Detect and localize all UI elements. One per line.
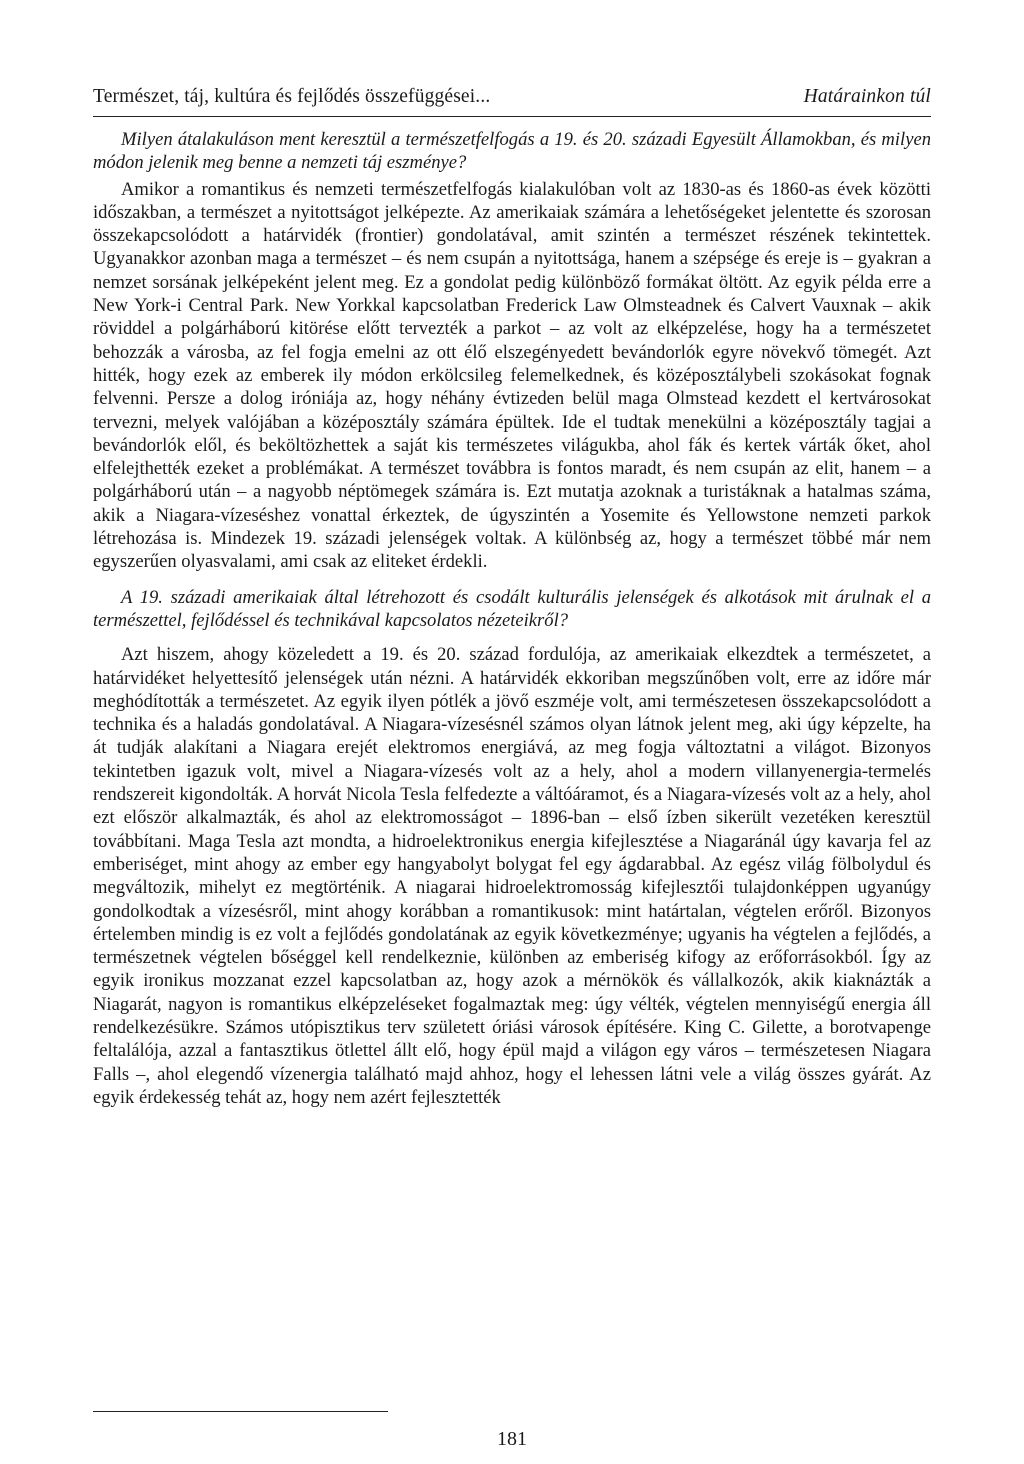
interview-answer-2: Azt hiszem, ahogy közeledett a 19. és 20. század fordulója, az amerikaiak elkezdtek a természetet, a határvidéket helyettesítő jelenségek után nézni. A határvidék ekkoriban megszűnőben volt, erre az időre már meghódították a természetet. Az egyik ilyen pótlék a jövő eszméje volt, ami természetesen összekapcsolódott a technika és a haladás gondolatával. A Niagara-vízesésnél számos olyan látnok jelent meg, aki úgy képzelte, ha át tudják alakítani a Niagara erejét elektromos energiává, az meg fogja változtatni a világot. Bizonyos tekintetben igazuk volt, mivel a Niagara-vízesés volt az a hely, ahol a modern villanyenergia-termelés rendszereit kigondolták. A horvát Nicola Tesla felfedezte a váltóáramot, és a Niagara-vízesés volt az a hely, ahol ezt először alkalmazták, és ahol az elektromosságot – 1896-ban – első ízben sikerült vezetéken keresztül továbbítani. Maga Tesla azt mondta, a hidroelektronikus energia kifejlesztése a Niagaránál úgy kavarja fel az emberiséget, mint ahogy az ember egy hangyabolyt bolygat fel egy ágdarabbal. Az egész világ fölbolydul és megváltozik, mihelyt ez megtörténik. A niagarai hidroelektromosság kifejlesztői tulajdonképpen ugyanúgy gondolkodtak a vízesésről, mint ahogy korábban a romantikusok: mint határtalan, végtelen erőről. Bizonyos értelemben mindig is ez volt a fejlődés gondolatának az egyik következménye; ugyanis ha végtelen a fejlődés, a természetnek végtelen bőséggel kell rendelkeznie, különben az emberiség kifogy az erőforrásokból. Így az egyik ironikus mozzanat ezzel kapcsolatban az, hogy azok a mérnökök és vállalkozók, akik kiaknázták a Niagarát, nagyon is romantikus elképzeléseket fogalmaztak meg: úgy vélték, végtelen mennyiségű energia áll rendelkezésükre. Számos utópisztikus terv született óriási városok építésére. King C. Gilette, a borotvapenge feltalálója, azzal a fantasztikus ötlettel állt elő, hogy épül majd a világon egy város – természetesen Niagara Falls –, ahol elegendő vízenergia található majd ahhoz, hogy el lehessen látni vele a világ összes gyárát. Az egyik érdekesség tehát az, hogy nem azért fejlesztették <box>93 644 931 1108</box>
footnote-divider <box>93 1411 388 1412</box>
interview-question-2: A 19. századi amerikaiak által létrehozott és csodált kulturális jelenségek és alkotások mit árulnak el a természettel, fejlődéssel és technikával kapcsolatos nézeteikről? <box>93 586 931 631</box>
running-header <box>93 86 931 108</box>
header-section: Határainkon túl <box>803 86 931 107</box>
article-body <box>93 128 931 1109</box>
interview-question-1: Milyen átalakuláson ment keresztül a természetfelfogás a 19. és 20. századi Egyesült Államokban, és milyen módon jelenik meg benne a nemzeti táj eszménye? <box>93 129 931 174</box>
interview-answer-1: Amikor a romantikus és nemzeti természetfelfogás kialakulóban volt az 1830-as és 1860-as évek közötti időszakban, a természet a nyitottságot jelképezte. Az amerikaiak számára a lehetőségeket jelentette és szorosan összekapcsolódott a határvidék (frontier) gondolatával, amit szintén a természet részének tekintettek. Ugyanakkor azonban maga a természet – és nem csupán a nyitottsága, hanem a szépsége és ereje is – gyakran a nemzet sorsának jelképeként jelent meg. Ez a gondolat pedig különböző formákat öltött. Az egyik példa erre a New York-i Central Park. New Yorkkal kapcsolatban Frederick Law Olmsteadnek és Calvert Vauxnak – akik röviddel a polgárháború kitörése előtt tervezték a parkot – az volt az elképzelése, hogy ha a természetet behozzák a városba, az fel fogja emelni az ott élő elszegényedett bevándorlók egyre növekvő tömegét. Azt hitték, hogy ezek az emberek ily módon erkölcsileg felemelkednek, és középosztálybeli szokásokat fognak felvenni. Persze a dolog iróniája az, hogy néhány évtizeden belül maga Olmstead kezdett el kertvárosokat tervezni, melyek valójában a középosztály számára épültek. Ide el tudtak menekülni a középosztály tagjai a bevándorlók elől, és beköltözhettek a saját kis természetes világukba, ahol fák és kertek várták őket, ahol elfelejthették ezeket a problémákat. A természet továbbra is fontos maradt, és nem csupán az elit, hanem – a polgárháború után – a nagyobb néptömegek számára is. Ezt mutatja azoknak a turistáknak a hatalmas száma, akik a Niagara-vízeséshez vonattal érkeztek, de úgyszintén a Yosemite és Yellowstone nemzeti parkok létrehozása is. Mindezek 19. századi jelenségek voltak. A különbség az, hogy a természet többé már nem egyszerűen olyasvalami, ami csak az eliteket érdekli. <box>93 178 931 573</box>
page-number: 181 <box>497 1428 527 1450</box>
header-title: Természet, táj, kultúra és fejlődés összefüggései... <box>93 86 491 107</box>
header-divider <box>93 116 931 117</box>
